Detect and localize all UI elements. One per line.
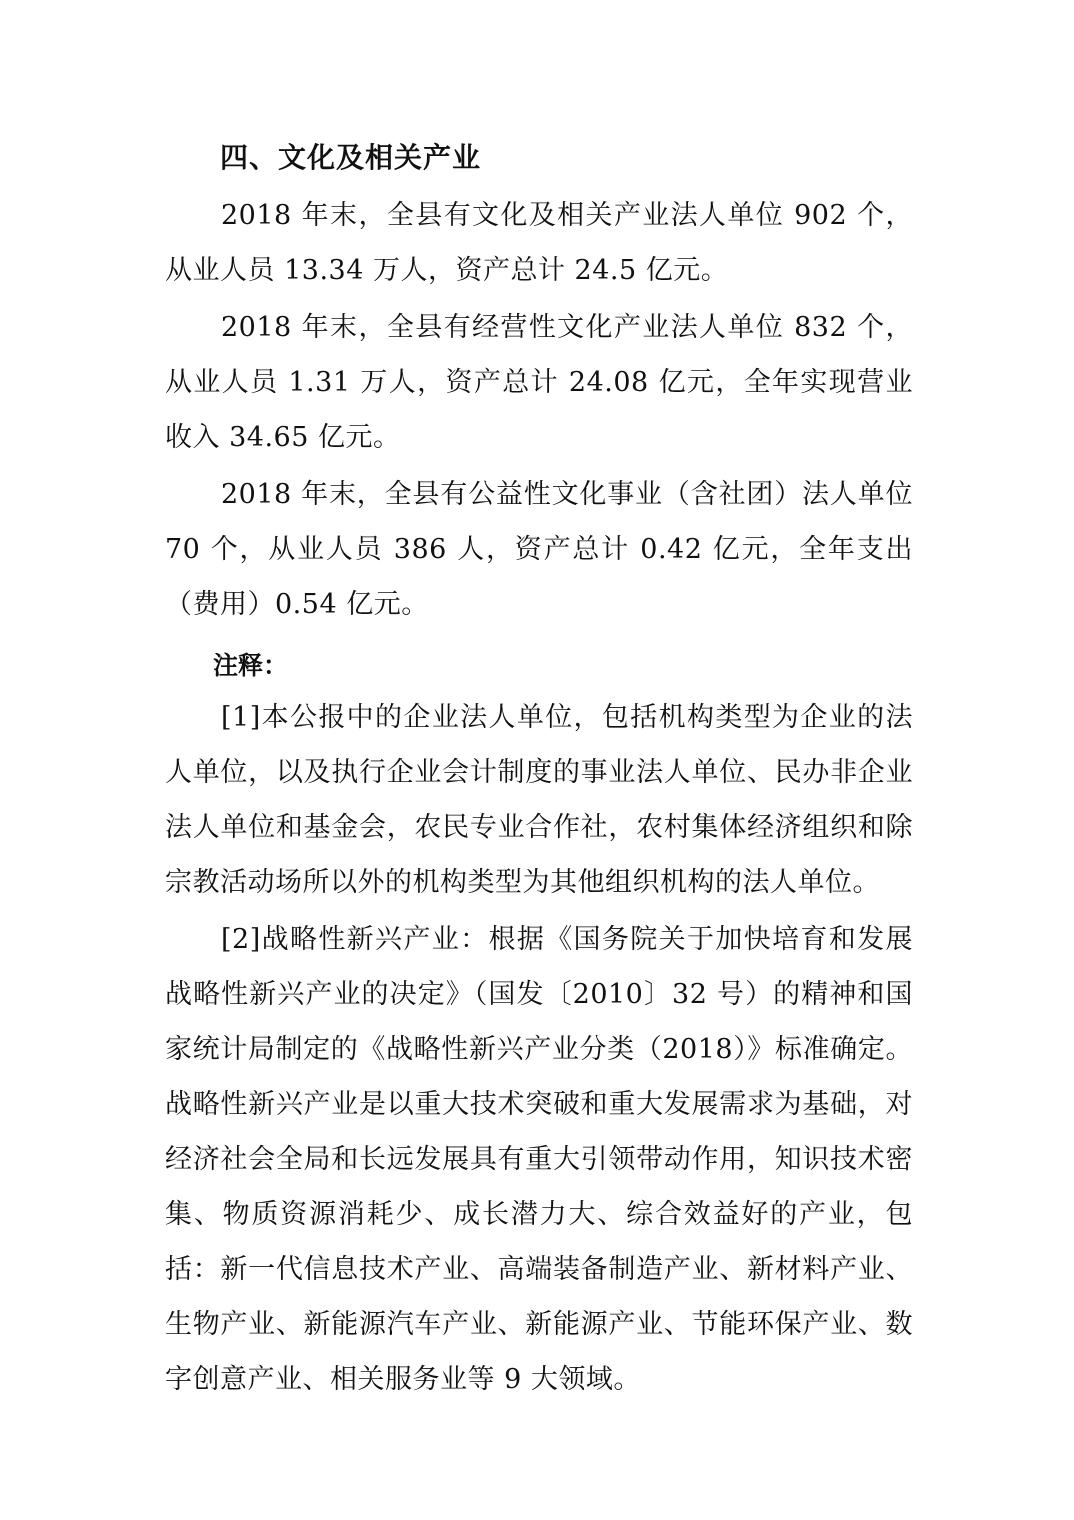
paragraph-public-culture: 2018 年末，全县有公益性文化事业（含社团）法人单位 70 个，从业人员 386 人，资产总计 0.42 亿元，全年支出（费用）0.54 亿元。: [165, 479, 913, 620]
paragraph-culture-industry-total: 2018 年末，全县有文化及相关产业法人单位 902 个，从业人员 13.34 万人，资产总计 24.5 亿元。: [165, 200, 913, 286]
notes-title: 注释：: [213, 651, 289, 680]
note-item-1: [1]本公报中的企业法人单位，包括机构类型为企业的法人单位，以及执行企业会计制度的事业法人单位、民办非企业法人单位和基金会，农民专业合作社，农村集体经济组织和除宗教活动场所以外的机构类型为其他组织机构的法人单位。: [165, 702, 913, 898]
section-heading: 四、文化及相关产业: [220, 141, 482, 174]
paragraph-commercial-culture: 2018 年末，全县有经营性文化产业法人单位 832 个，从业人员 1.31 万人，资产总计 24.08 亿元，全年实现营业收入 34.65 亿元。: [165, 312, 913, 453]
note-item-2: [2]战略性新兴产业：根据《国务院关于加快培育和发展战略性新兴产业的决定》（国发〔2010〕32 号）的精神和国家统计局制定的《战略性新兴产业分类（2018）》标准确定。战略性新兴产业是以重大技术突破和重大发展需求为基础，对经济社会全局和长远发展具有重大引领带动作用，知识技术密集、物质资源消耗少、成长潜力大、综合效益好的产业，包括：新一代信息技术产业、高端装备制造产业、新材料产业、生物产业、新能源汽车产业、新能源产业、节能环保产业、数字创意产业、相关服务业等 9 大领域。: [165, 924, 913, 1395]
